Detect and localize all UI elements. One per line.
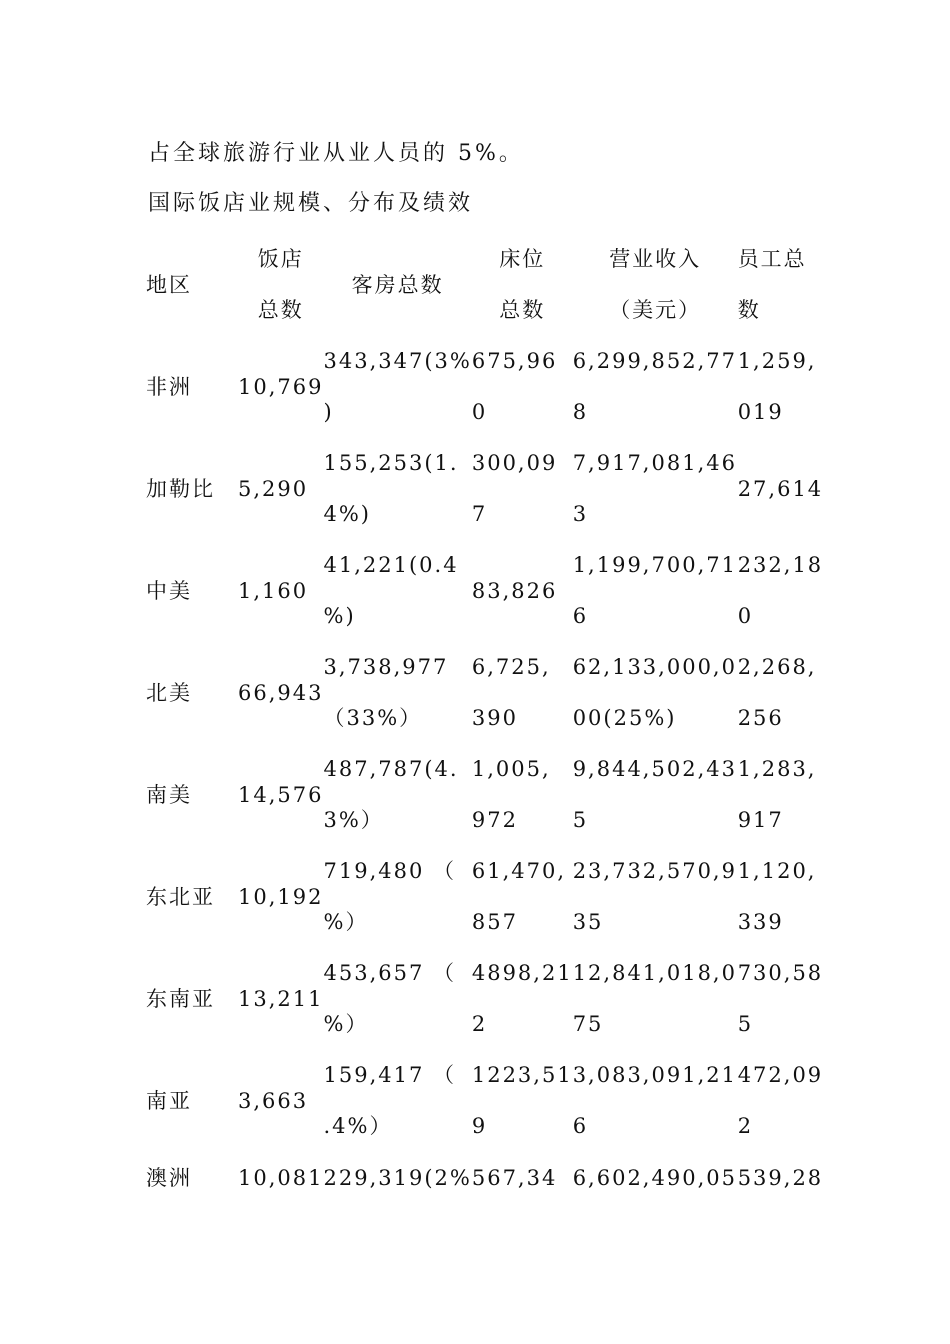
cell-revenue: 12,841,018,0 75	[572, 961, 737, 1036]
cell-beds: 300,09 7	[471, 451, 558, 526]
cell-hotel-count: 10,769	[238, 374, 324, 399]
cell-staff: 1,283, 917	[737, 757, 817, 832]
cell-rooms: 229,319(2%	[323, 1165, 472, 1190]
cell-hotel-count: 14,576	[238, 782, 324, 807]
cell-region: 北美	[146, 680, 192, 705]
cell-rooms: 41,221(0.4 %)	[323, 553, 459, 628]
table-title: 国际饭店业规模、分布及绩效	[148, 191, 474, 216]
cell-rooms: 719,480 （ %）	[323, 859, 456, 934]
cell-staff: 27,614	[737, 476, 824, 501]
cell-staff: 539,28	[737, 1165, 824, 1190]
cell-beds: 6,725, 390	[471, 655, 551, 730]
hotel-statistics-table	[146, 234, 838, 1204]
cell-hotel-count: 10,192	[238, 884, 324, 909]
table-row	[146, 336, 838, 438]
cell-revenue: 1,199,700,71 6	[572, 553, 737, 628]
cell-beds: 1223,51 9	[471, 1063, 573, 1138]
cell-rooms: 487,787(4. 3%）	[323, 757, 459, 832]
cell-hotel-count: 66,943	[238, 680, 324, 705]
header-staff: 员工总 数	[737, 247, 807, 322]
cell-staff: 1,259, 019	[737, 349, 817, 424]
cell-beds: 61,470, 857	[471, 859, 566, 934]
header-hotel-count: 饭店 总数	[257, 247, 304, 322]
table-row	[146, 642, 838, 744]
cell-hotel-count: 5,290	[238, 476, 309, 501]
cell-hotel-count: 10,081	[238, 1165, 324, 1190]
cell-staff: 472,09 2	[737, 1063, 824, 1138]
cell-beds: 675,96 0	[471, 349, 558, 424]
cell-revenue: 6,602,490,05	[572, 1165, 737, 1190]
cell-staff: 232,18 0	[737, 553, 824, 628]
cell-region: 东南亚	[146, 986, 215, 1011]
table-row	[146, 438, 838, 540]
cell-beds: 567,34	[471, 1165, 558, 1190]
cell-beds: 4898,21 2	[471, 961, 573, 1036]
cell-staff: 1,120, 339	[737, 859, 817, 934]
header-rooms: 客房总数	[351, 272, 444, 297]
header-region: 地区	[146, 272, 192, 297]
cell-rooms: 3,738,977 （33%）	[323, 655, 449, 730]
cell-revenue: 9,844,502,43 5	[572, 757, 737, 832]
cell-revenue: 6,299,852,77 8	[572, 349, 737, 424]
intro-paragraph: 占全球旅游行业从业人员的 5%。	[148, 141, 524, 166]
cell-staff: 2,268, 256	[737, 655, 817, 730]
cell-revenue: 62,133,000,0 00(25%)	[572, 655, 737, 730]
cell-hotel-count: 3,663	[238, 1088, 309, 1113]
cell-region: 加勒比	[146, 476, 215, 501]
cell-rooms: 155,253(1. 4%)	[323, 451, 459, 526]
cell-region: 东北亚	[146, 884, 215, 909]
table-row	[146, 744, 838, 846]
cell-rooms: 453,657 （ %）	[323, 961, 456, 1036]
cell-rooms: 343,347(3% )	[323, 349, 472, 424]
cell-region: 南亚	[146, 1088, 192, 1113]
table-row	[146, 1152, 838, 1204]
table-row	[146, 846, 838, 948]
table-row	[146, 948, 838, 1050]
cell-revenue: 3,083,091,21 6	[572, 1063, 737, 1138]
cell-revenue: 7,917,081,46 3	[572, 451, 737, 526]
table-row	[146, 540, 838, 642]
header-revenue: 营业收入 （美元）	[609, 247, 702, 322]
cell-revenue: 23,732,570,9 35	[572, 859, 737, 934]
cell-rooms: 159,417 （ .4%）	[323, 1063, 456, 1138]
header-beds: 床位 总数	[499, 247, 546, 322]
cell-beds: 83,826	[471, 578, 558, 603]
cell-beds: 1,005, 972	[471, 757, 551, 832]
cell-region: 澳洲	[146, 1165, 192, 1190]
table-row	[146, 1050, 838, 1152]
cell-region: 中美	[146, 578, 192, 603]
table-header-row	[146, 234, 838, 336]
cell-region: 南美	[146, 782, 192, 807]
cell-hotel-count: 1,160	[238, 578, 309, 603]
cell-staff: 730,58 5	[737, 961, 824, 1036]
cell-region: 非洲	[146, 374, 192, 399]
cell-hotel-count: 13,211	[238, 986, 324, 1011]
